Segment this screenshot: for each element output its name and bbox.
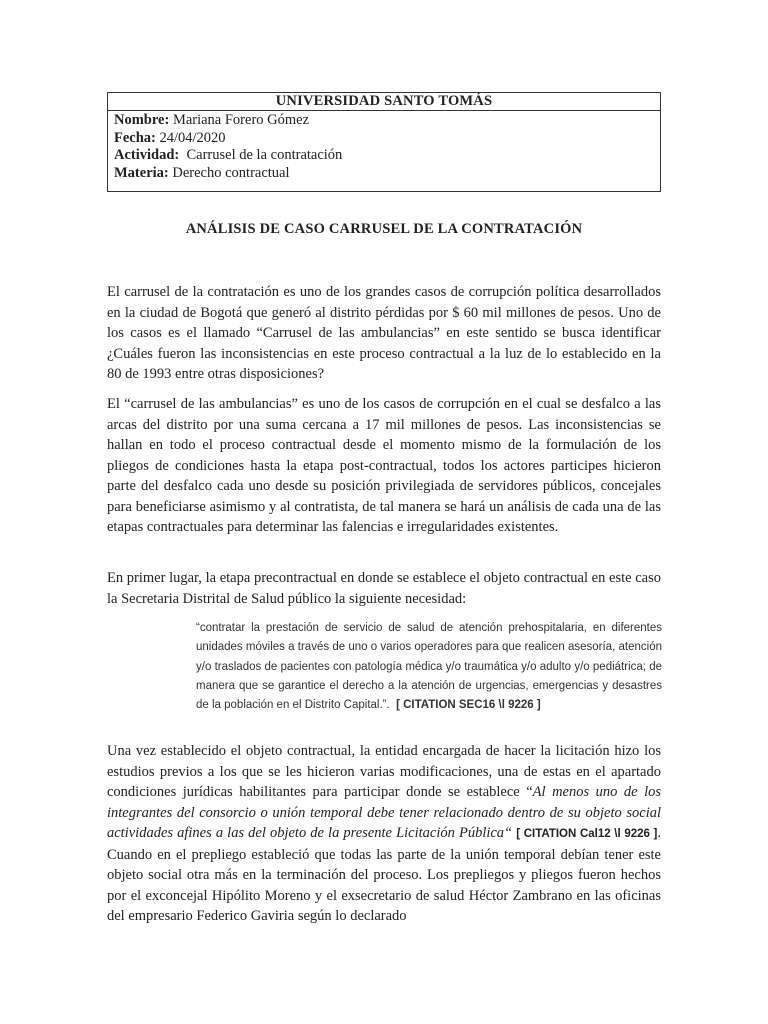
subject-value: Derecho contractual (168, 165, 290, 182)
paragraph-ambulance-case: El “carrusel de las ambulancias” es uno de los casos de corrupción en el cual se desfalco a las arcas del distrito por una suma cercana a 17 mil millones de pesos. Las inconsistencias se hallan en todo el proceso contractual desde el momento mismo de la formulación de los pliegos de condiciones hasta la etapa post-contractual, todos los actores participes hicieron parte del desfalco cada uno desde su posición privilegiada de servidores públicos, concejales para beneficiarse asimismo y al contratista, de tal manera se hará un análisis de cada una de las etapas contractuales para determinar las falencias e irregularidades existentes. (107, 396, 661, 535)
paragraph-contract-object (107, 741, 661, 927)
paragraph-intro: El carrusel de la contratación es uno de los grandes casos de corrupción política desarrollados en la ciudad de Bogotá que generó al distrito pérdidas por $ 60 mil millones de pesos. Uno de los casos es el llamado “Carrusel de las ambulancias” en este sentido se busca identificar ¿Cuáles fueron las inconsistencias en este proceso contractual a la luz de lo establecido en la 80 de 1993 entre otras disposiciones? (107, 284, 661, 382)
date-row (114, 130, 660, 148)
activity-value: Carrusel de la contratación (179, 147, 343, 164)
activity-label: Actividad: (114, 147, 180, 164)
name-value: Mariana Forero Gómez (169, 112, 310, 128)
name-row (114, 112, 660, 130)
subject-label: Materia: (114, 165, 169, 182)
header-box (107, 92, 661, 192)
subject-row (114, 165, 660, 183)
university-name: UNIVERSIDAD SANTO TOMÁS (108, 93, 660, 111)
paragraph-text-start: Una vez establecido el objeto contractual, la entidad encargada de hacer la licitación hizo los estudios previos a los que se les hicieron varias modificaciones, una de estas en el apartado condiciones jurídicas habilitantes para participar donde se establece “ (107, 743, 661, 800)
paragraph-text-end: . Cuando en el prepliego estableció que todas las parte de la unión temporal debían tener este objeto social otra más en la terminación del proceso. Los prepliegos y pliegos fueron hechos por el exconcejal Hipólito Moreno y el exsecretario de salud Héctor Zambrano en las oficinas del empresario Federico Gaviria según lo declarado (107, 825, 662, 924)
quote-text: “contratar la prestación de servicio de salud de atención prehospitalaria, en diferentes unidades móviles a través de uno o varios operadores para que realicen asesoría, atención y/o traslados de pacientes con patología médica y/o traumática y/o adulto y/o pediátrica; de manera que se garantice el derecho a la atención de urgencias, emergencias y desastres de la población en el Distrito Capital.”. (196, 622, 666, 712)
paragraph-italic-quote: Al menos uno de los integrantes del consorcio o unión temporal debe tener relacionado dentro de su objeto social actividades afines a las del objeto de la presente Licitación Pública“ (107, 784, 661, 841)
paragraph-precontractual: En primer lugar, la etapa precontractual en donde se establece el objeto contractual en este caso la Secretaria Distrital de Salud público la siguiente necesidad: (107, 570, 661, 607)
block-quote (196, 619, 666, 715)
student-info (108, 111, 660, 183)
quote-citation: [ CITATION SEC16 \l 9226 ] (396, 699, 541, 712)
document-title: ANÁLISIS DE CASO CARRUSEL DE LA CONTRATACIÓN (185, 221, 583, 237)
date-label: Fecha: (114, 129, 156, 146)
activity-row (114, 147, 660, 165)
inline-citation: [ CITATION Cal12 \l 9226 ] (516, 828, 658, 840)
date-value: 24/04/2020 (155, 129, 226, 146)
name-label: Nombre: (114, 112, 170, 128)
